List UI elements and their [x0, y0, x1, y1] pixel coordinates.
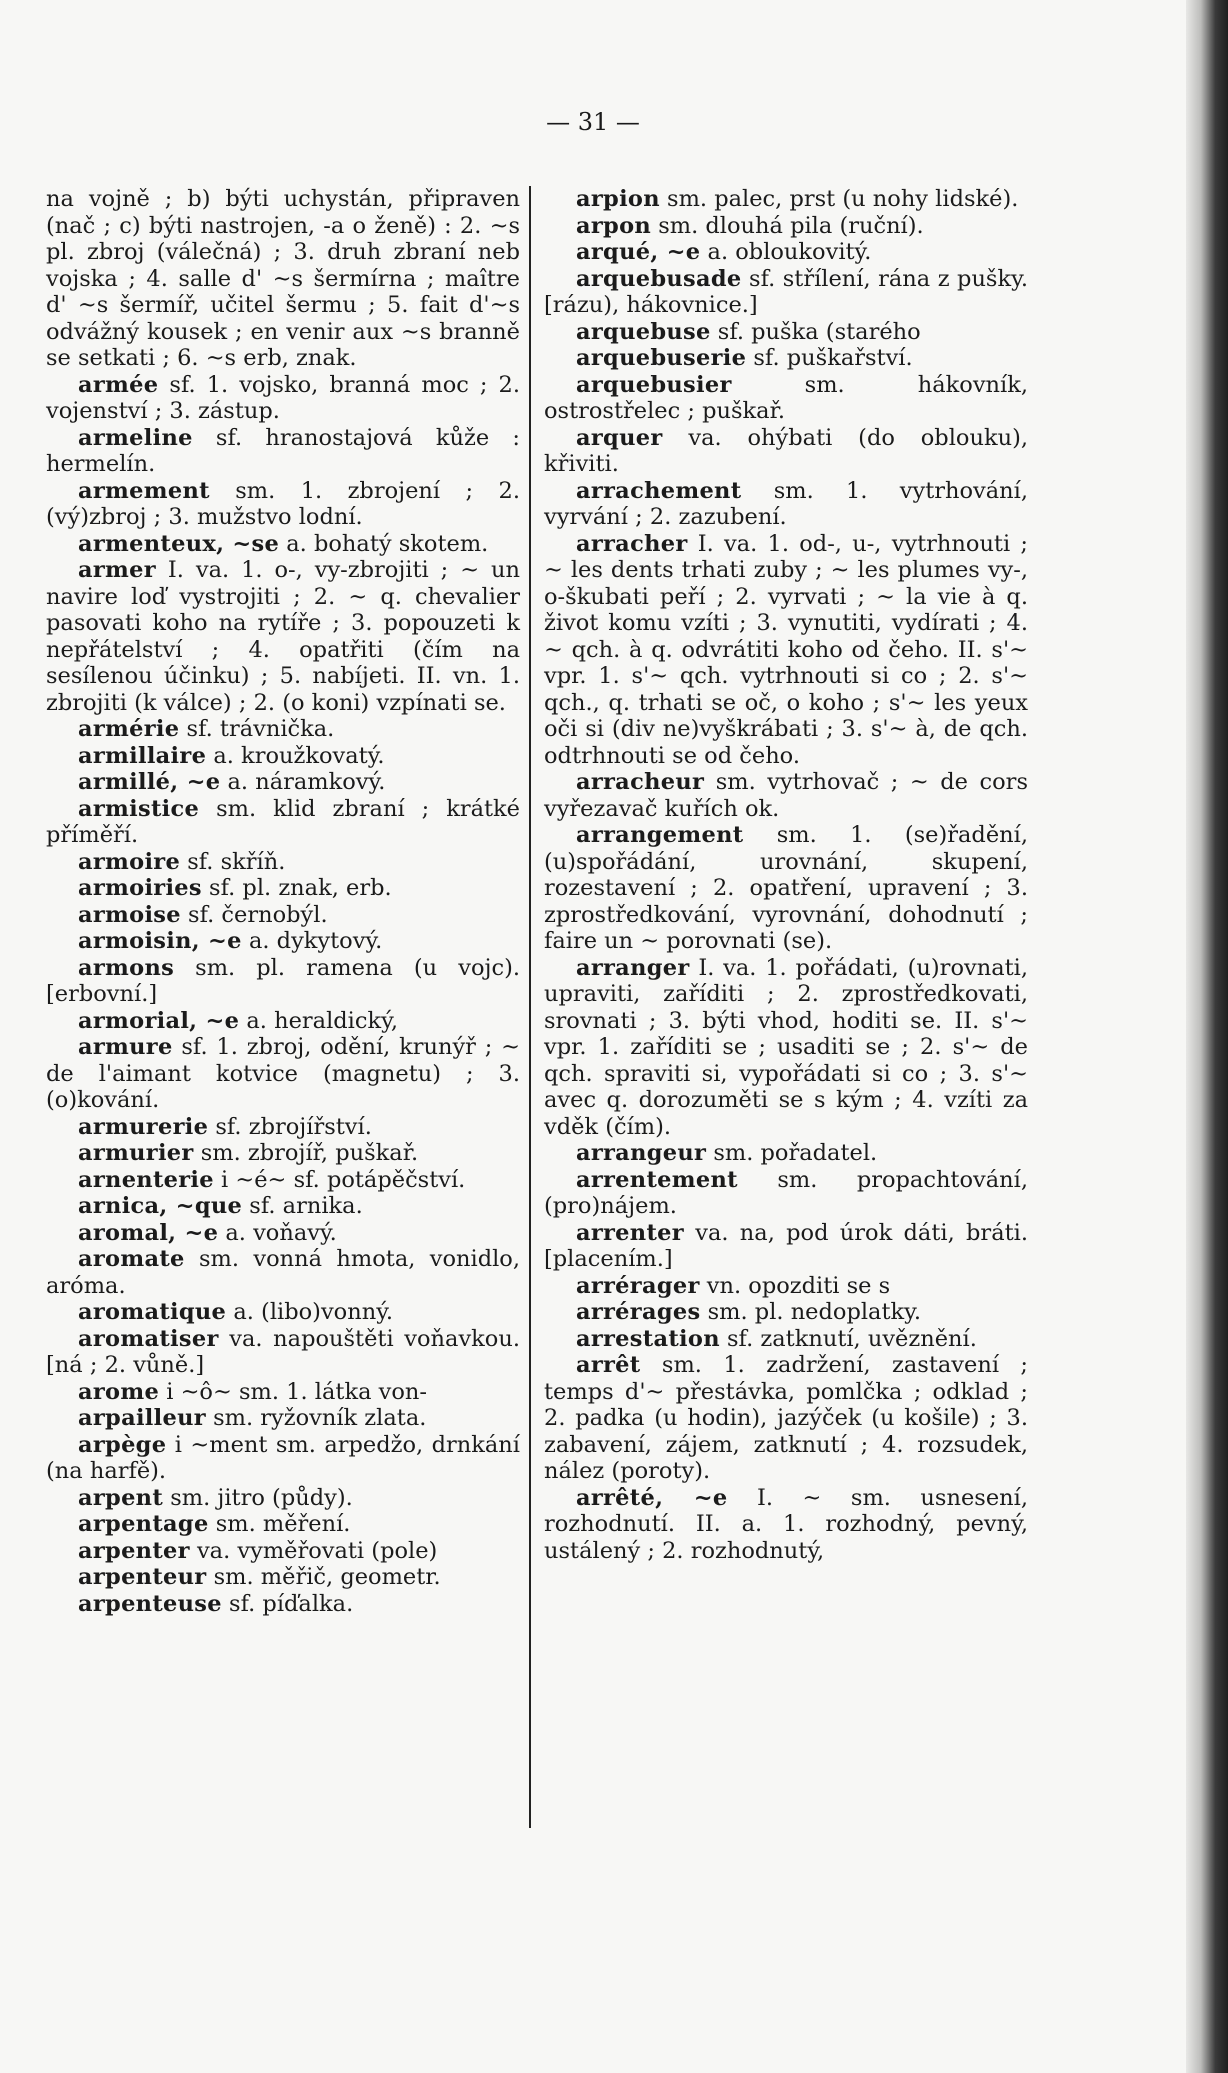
- dictionary-entry: arrachement sm. 1. vytrhování, vyrvání ; 2. zazubení.: [544, 477, 1028, 530]
- dictionary-entry: armillé, ~e a. náramkový.: [78, 769, 386, 795]
- dictionary-entry: arrérages sm. pl. nedoplatky.: [576, 1299, 922, 1325]
- dictionary-entry: arpentage sm. měření.: [78, 1511, 351, 1537]
- dictionary-entry: arquebuse sf. puška (starého: [576, 318, 921, 345]
- right-column: [544, 186, 1028, 1564]
- dictionary-entry: arrenter va. na, pod úrok dáti, bráti. [placením.]: [544, 1219, 1028, 1272]
- dictionary-entry: armons sm. pl. ramena (u vojc). [erbovní.]: [46, 954, 520, 1007]
- dictionary-entry: arranger I. va. 1. pořádati, (u)rovnati, upraviti, zaříditi ; 2. zprostředkovati, srovnati ; 3. býti vhod, hoditi se. II. s'~ vpr. 1. zaříditi se ; usaditi se ; 2. s'~ de qch. spraviti si, vypořádati si co ; 3. s'~ avec q. dorozuměti se s kým ; 4. vzíti za vděk (čím).: [544, 954, 1028, 1140]
- dictionary-entry: arpenteur sm. měřič, geometr.: [78, 1564, 441, 1590]
- dictionary-entry: arracheur sm. vytrhovač ; ~ de cors vyřezavač kuřích ok.: [544, 769, 1028, 822]
- dictionary-entry: armillaire a. kroužkovatý.: [78, 742, 385, 769]
- dictionary-entry: armure sf. 1. zbroj, odění, krunýř ; ~ de l'aimant kotvice (magnetu) ; 3. (o)kování.: [46, 1034, 520, 1113]
- dictionary-entry: arpion sm. palec, prst (u nohy lidské).: [576, 186, 1019, 212]
- dictionary-entry: armoiries sf. pl. znak, erb.: [78, 875, 392, 901]
- dictionary-entry: armeline sf. hranostajová kůže : hermelín.: [46, 424, 520, 477]
- dictionary-entry: arracher I. va. 1. od-, u-, vytrhnouti ; ~ les dents trhati zuby ; ~ les plumes vy-, o-škubati peří ; 2. vyrvati ; ~ la vie à q. život komu vzíti ; 3. vynutiti, vydírati ; 4. ~ qch. à q. odvrátiti koho od čeho. II. s'~ vpr. 1. s'~ qch. vytrhnouti si co ; 2. s'~ qch., q. trhati se oč, o koho ; s'~ les yeux oči si (div ne)vyškrábati ; 3. s'~ à, de qch. odtrhnouti se od čeho.: [544, 530, 1028, 769]
- dictionary-entry: armoisin, ~e a. dykytový.: [78, 928, 383, 954]
- dictionary-entry: armurerie sf. zbrojířství.: [78, 1113, 372, 1140]
- dictionary-entry: armoire sf. skříň.: [78, 848, 286, 875]
- dictionary-entry: arquebuserie sf. puškařství.: [576, 345, 913, 371]
- dictionary-entry: armérie sf. trávnička.: [78, 716, 335, 742]
- dictionary-entry: arqué, ~e a. obloukovitý.: [576, 239, 872, 265]
- dictionary-entry: aromal, ~e a. voňavý.: [78, 1219, 337, 1246]
- dictionary-entry: arnenterie i ~é~ sf. potápěčství.: [78, 1166, 466, 1193]
- dictionary-entry: arpège i ~ment sm. arpedžo, drnkání (na harfě).: [46, 1431, 520, 1484]
- dictionary-entry: arpenteuse sf. píďalka.: [78, 1590, 354, 1617]
- left-column: [46, 186, 520, 1617]
- dictionary-entry: aromatique a. (libo)vonný.: [78, 1299, 394, 1325]
- dictionary-entry: arquer va. ohýbati (do oblouku), křiviti.: [544, 424, 1028, 477]
- dictionary-entry: armement sm. 1. zbrojení ; 2. (vý)zbroj ; 3. mužstvo lodní.: [46, 477, 520, 530]
- dictionary-entry: arome i ~ô~ sm. 1. látka von-: [78, 1378, 427, 1405]
- book-edge-shadow: [1186, 0, 1228, 2073]
- dictionary-entry: na vojně ; b) býti uchystán, připraven (nač ; c) býti nastrojen, -a o ženě) : 2. ~s pl. zbroj (válečná) ; 3. druh zbraní neb vojska ; 4. salle d' ~s šermírna ; maître d' ~s šermíř, učitel šermu ; 5. fait d'~s odvážný kousek ; en venir aux ~s branně se setkati ; 6. ~s erb, znak.: [46, 186, 520, 371]
- dictionary-entry: armoise sf. černobýl.: [78, 901, 328, 928]
- dictionary-entry: arrangement sm. 1. (se)řadění, (u)spořádání, urovnání, skupení, rozestavení ; 2. opatření, upravení ; 3. zprostředkování, vyrovnání, dohodnutí ; faire un ~ porovnati (se).: [544, 822, 1028, 954]
- dictionary-entry: armée sf. 1. vojsko, branná moc ; 2. vojenství ; 3. zástup.: [46, 371, 520, 424]
- dictionary-entry: armistice sm. klid zbraní ; krátké příměří.: [46, 795, 520, 848]
- column-divider: [529, 186, 531, 1828]
- dictionary-entry: arpenter va. vyměřovati (pole): [78, 1537, 438, 1564]
- dictionary-entry: arrêt sm. 1. zadržení, zastavení ; temps d'~ přestávka, pomlčka ; odklad ; 2. padka (u hodin), jazýček (u košile) ; 3. zabavení, zájem, zatknutí ; 4. rozsudek, nález (poroty).: [544, 1352, 1028, 1484]
- dictionary-entry: arpon sm. dlouhá pila (ruční).: [576, 212, 924, 239]
- dictionary-entry: arrangeur sm. pořadatel.: [576, 1140, 878, 1166]
- dictionary-entry: arpent sm. jitro (půdy).: [78, 1484, 353, 1511]
- dictionary-entry: arquebusade sf. střílení, rána z pušky. [rázu), hákovnice.]: [544, 265, 1028, 318]
- dictionary-entry: armorial, ~e a. heraldický,: [78, 1007, 398, 1034]
- dictionary-entry: arrestation sf. zatknutí, uvěznění.: [576, 1325, 977, 1352]
- dictionary-entry: armenteux, ~se a. bohatý skotem.: [78, 530, 489, 557]
- dictionary-entry: arquebusier sm. hákovník, ostrostřelec ; puškař.: [544, 371, 1028, 424]
- dictionary-entry: armurier sm. zbrojíř, puškař.: [78, 1140, 419, 1166]
- dictionary-entry: aromatiser va. napouštěti voňavkou. [ná ; 2. vůně.]: [46, 1325, 520, 1378]
- page-number: — 31 —: [546, 108, 640, 136]
- dictionary-entry: arrêté, ~e I. ~ sm. usnesení, rozhodnutí. II. a. 1. rozhodný, pevný, ustálený ; 2. rozhodnutý,: [544, 1484, 1028, 1564]
- dictionary-entry: arnica, ~que sf. arnika.: [78, 1193, 363, 1219]
- dictionary-entry: arrentement sm. propachtování, (pro)nájem.: [544, 1166, 1028, 1219]
- dictionary-entry: aromate sm. vonná hmota, vonidlo, aróma.: [46, 1246, 520, 1299]
- dictionary-entry: armer I. va. 1. o-, vy-zbrojiti ; ~ un navire loď vystrojiti ; 2. ~ q. chevalier pasovati koho na rytíře ; 3. popouzeti k nepřátelství ; 4. opatřiti (čím na sesílenou účinku) ; 5. nabíjeti. II. vn. 1. zbrojiti (k válce) ; 2. (o koni) vzpínati se.: [46, 557, 520, 716]
- dictionary-entry: arrérager vn. opozditi se s: [576, 1272, 891, 1299]
- dictionary-entry: arpailleur sm. ryžovník zlata.: [78, 1405, 427, 1431]
